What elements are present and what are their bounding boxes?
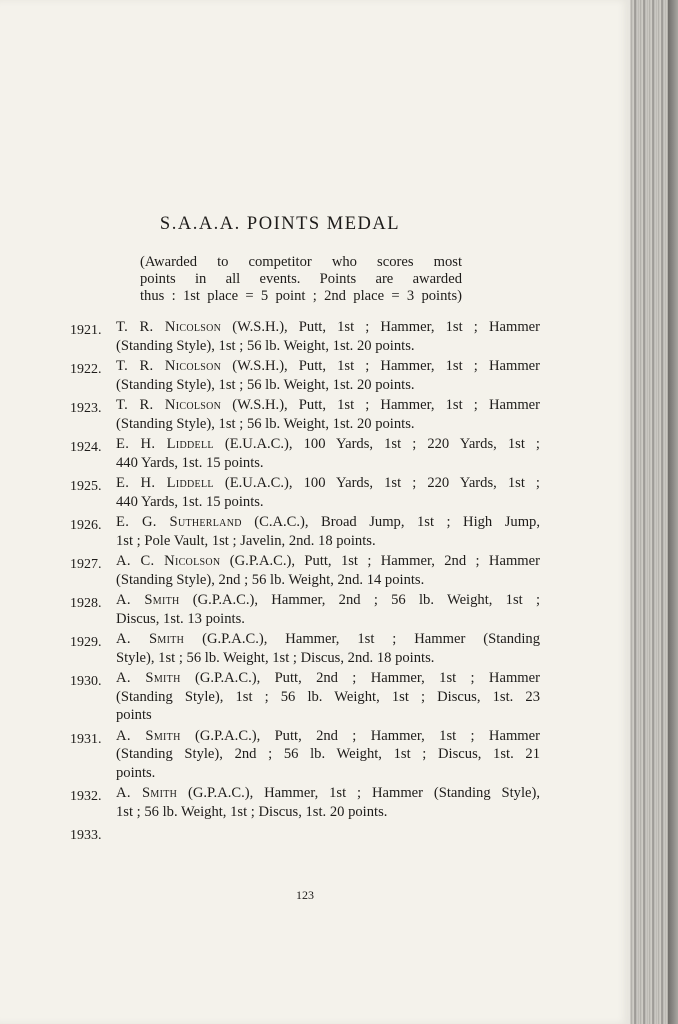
entry-line [116, 513, 540, 532]
entry-line [116, 454, 540, 473]
entry-text: (Standing Style), 1st ; 56 lb. Weight, 1st. 20 points. [116, 337, 415, 354]
entry-line [116, 803, 540, 822]
athlete-name: A. Smith [116, 727, 181, 744]
entry-text: (Standing Style), 2nd ; 56 lb. Weight, 2nd. 14 points. [116, 571, 425, 588]
entry-text: Discus, 1st. 13 points. [116, 610, 245, 627]
entry-year: 1933. [70, 828, 102, 843]
entry-line [116, 745, 540, 764]
entry-text: 1st ; 56 lb. Weight, 1st ; Discus, 1st. 20 points. [116, 803, 388, 820]
entry-line [116, 357, 540, 376]
entry-year: 1921. [70, 323, 102, 338]
entry-text: Style), 1st ; 56 lb. Weight, 1st ; Discus, 2nd. 18 points. [116, 649, 435, 666]
winner-entry [70, 630, 540, 667]
entry-year: 1923. [70, 401, 102, 416]
award-note-line: points in all events. Points are awarded [140, 271, 462, 287]
entry-line [116, 649, 540, 668]
page-number: 123 [296, 888, 314, 902]
entry-text: points. [116, 764, 156, 781]
athlete-name: A. Smith [116, 592, 180, 608]
entry-line [116, 784, 540, 803]
winner-entry [70, 727, 540, 783]
entry-text: (G.P.A.C.), Putt, 2nd ; Hammer, 1st ; Hammer [194, 670, 540, 686]
athlete-name: T. R. Nicolson [116, 397, 222, 413]
winners-list [70, 318, 540, 845]
entry-line [116, 337, 540, 356]
entry-line [116, 764, 540, 783]
entry-text: (G.P.A.C.), Putt, 1st ; Hammer, 2nd ; Hammer [229, 553, 540, 569]
entry-line [116, 591, 540, 610]
athlete-name: A. Smith [116, 785, 178, 801]
entry-year: 1925. [70, 479, 102, 494]
athlete-name: T. R. Nicolson [116, 319, 222, 335]
entry-year: 1926. [70, 518, 102, 533]
entry-line [116, 630, 540, 649]
entry-text: (E.U.A.C.), 100 Yards, 1st ; 220 Yards, 1st ; [224, 475, 540, 491]
entry-year: 1930. [70, 674, 102, 689]
winner-entry [70, 591, 540, 628]
entry-text: (G.P.A.C.), Putt, 2nd ; Hammer, 1st ; Hammer [194, 727, 540, 744]
entry-line [116, 669, 540, 688]
entry-line [116, 571, 540, 590]
entry-text: (G.P.A.C.), Hammer, 2nd ; 56 lb. Weight, 1st ; [192, 592, 541, 608]
entry-line [116, 396, 540, 415]
winner-entry [70, 435, 540, 472]
entry-text: (E.U.A.C.), 100 Yards, 1st ; 220 Yards, 1st ; [224, 436, 540, 452]
athlete-name: E. H. Liddell [116, 475, 214, 491]
entry-text: (W.S.H.), Putt, 1st ; Hammer, 1st ; Hammer [232, 319, 541, 335]
entry-line [116, 376, 540, 395]
entry-line [116, 435, 540, 454]
entry-line [116, 493, 540, 512]
winner-entry [70, 357, 540, 394]
entry-line [116, 706, 540, 725]
entry-text: (Standing Style), 2nd ; 56 lb. Weight, 1st ; Discus, 1st. 21 [116, 746, 540, 762]
entry-text: 440 Yards, 1st. 15 points. [116, 454, 264, 471]
entry-text: (Standing Style), 1st ; 56 lb. Weight, 1st ; Discus, 1st. 23 [116, 688, 540, 705]
entry-line [116, 688, 540, 707]
entry-year: 1931. [70, 731, 102, 747]
athlete-name: A. Smith [116, 631, 185, 647]
athlete-name: E. H. Liddell [116, 436, 214, 452]
winner-entry [70, 513, 540, 550]
entry-year: 1922. [70, 362, 102, 377]
entry-line [116, 474, 540, 493]
winner-entry [70, 669, 540, 725]
entry-year: 1929. [70, 635, 102, 650]
winner-entry [70, 784, 540, 821]
winner-entry [70, 552, 540, 589]
entry-text: (G.P.A.C.), Hammer, 1st ; Hammer (Standing [202, 631, 540, 647]
entry-line [116, 532, 540, 551]
award-note-line: (Awarded to competitor who scores most [140, 254, 462, 270]
entry-line [116, 610, 540, 629]
entry-text: 1st ; Pole Vault, 1st ; Javelin, 2nd. 18 points. [116, 532, 376, 549]
entry-text: (Standing Style), 1st ; 56 lb. Weight, 1st. 20 points. [116, 415, 415, 432]
athlete-name: A. Smith [116, 670, 181, 686]
athlete-name: T. R. Nicolson [116, 358, 222, 374]
entry-line [116, 552, 540, 571]
entry-year: 1927. [70, 557, 102, 572]
entry-text: (G.P.A.C.), Hammer, 1st ; Hammer (Standing Style), [188, 785, 540, 801]
entry-line [116, 415, 540, 434]
athlete-name: E. G. Sutherland [116, 514, 242, 530]
page-title: S.A.A.A. POINTS MEDAL [159, 214, 401, 234]
entry-text: (W.S.H.), Putt, 1st ; Hammer, 1st ; Hammer [232, 397, 541, 413]
entry-text: points [116, 707, 152, 723]
entry-text: (C.A.C.), Broad Jump, 1st ; High Jump, [254, 514, 540, 530]
entry-line [116, 727, 540, 746]
entry-text: 440 Yards, 1st. 15 points. [116, 493, 264, 510]
winner-entry [70, 823, 540, 843]
entry-year: 1932. [70, 789, 102, 804]
page-edges [630, 0, 678, 1024]
award-note-line: thus : 1st place = 5 point ; 2nd place = 3 points) [140, 288, 462, 304]
entry-line [116, 318, 540, 337]
award-note [140, 254, 462, 305]
winner-entry [70, 396, 540, 433]
winner-entry [70, 318, 540, 355]
entry-text: (W.S.H.), Putt, 1st ; Hammer, 1st ; Hammer [232, 358, 541, 374]
winner-entry [70, 474, 540, 511]
entry-year: 1928. [70, 596, 102, 611]
entry-year: 1924. [70, 440, 102, 455]
athlete-name: A. C. Nicolson [116, 553, 221, 569]
entry-text: (Standing Style), 1st ; 56 lb. Weight, 1st. 20 points. [116, 376, 415, 393]
